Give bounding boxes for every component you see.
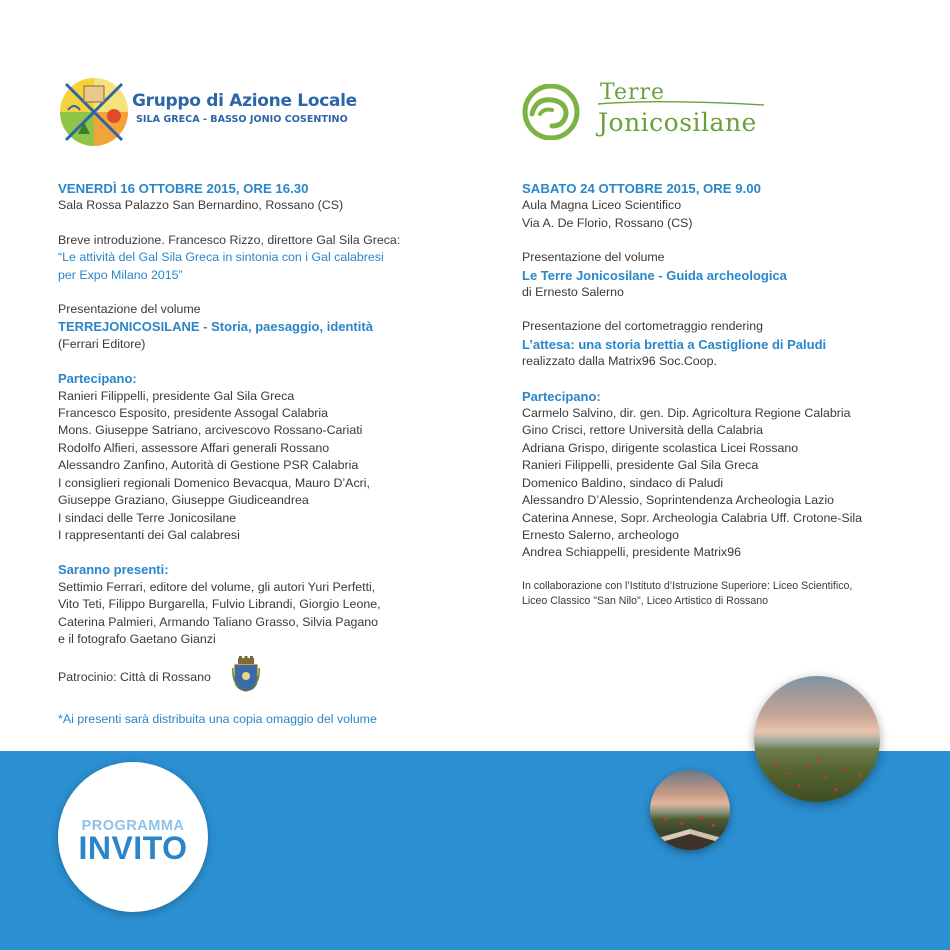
list-item: I sindaci delle Terre Jonicosilane xyxy=(58,510,237,525)
list-item: Gino Crisci, rettore Università della Calabria xyxy=(522,423,764,438)
patronage-text: Patrocinio: Città di Rossano xyxy=(58,670,211,685)
list-item: e il fotografo Gaetano Gianzi xyxy=(58,631,216,646)
left-book-title: TERREJONICOSILANE - Storia, paesaggio, identità xyxy=(58,319,373,335)
gal-sila-greca-logo xyxy=(58,72,357,152)
list-item: Mons. Giuseppe Satriano, arcivescovo Rossano-Cariati xyxy=(58,423,363,438)
programma-invito-badge xyxy=(58,762,208,912)
list-item: Ernesto Salerno, archeologo xyxy=(522,527,680,542)
hand-spiral-icon xyxy=(518,84,584,140)
right-event-date: SABATO 24 OTTOBRE 2015, ORE 9.00 xyxy=(522,181,761,196)
right-venue-2: Via A. De Florio, Rossano (CS) xyxy=(522,215,693,230)
left-program-column xyxy=(58,180,438,728)
list-item: Andrea Schiappelli, presidente Matrix96 xyxy=(522,545,742,560)
list-item: Caterina Annese, Sopr. Archeologia Calabria Uff. Crotone-Sila xyxy=(522,510,863,525)
left-participants-label: Partecipano: xyxy=(58,371,137,387)
terre-logo-line1: Terre xyxy=(600,80,666,105)
left-publisher: (Ferrari Editore) xyxy=(58,336,146,351)
right-film-title: L’attesa: una storia brettia a Castiglione di Paludi xyxy=(522,336,827,352)
list-item: I rappresentanti dei Gal calabresi xyxy=(58,527,240,542)
terre-jonicosilane-logo xyxy=(518,72,778,152)
list-item: Rodolfo Alfieri, assessore Affari generali Rossano xyxy=(58,440,330,455)
collaboration-line-2: Liceo Classico "San Nilo", Liceo Artistico di Rossano xyxy=(522,594,768,607)
list-item: Adriana Grispo, dirigente scolastica Licei Rossano xyxy=(522,440,799,455)
list-item: Ranieri Filippelli, presidente Gal Sila Greca xyxy=(58,388,295,403)
list-item: Alessandro D’Alessio, Soprintendenza Archeologia Lazio xyxy=(522,493,835,508)
right-presentation-label: Presentazione del volume xyxy=(522,250,665,265)
list-item: I consiglieri regionali Domenico Bevacqua, Mauro D’Acri, xyxy=(58,475,370,490)
list-item: Alessandro Zanfino, Autorità di Gestione PSR Calabria xyxy=(58,458,359,473)
list-item: Francesco Esposito, presidente Assogal Calabria xyxy=(58,406,328,421)
left-footnote: *Ai presenti sarà distribuita una copia omaggio del volume xyxy=(58,711,377,726)
left-intro-quote-2: per Expo Milano 2015” xyxy=(58,267,183,282)
right-book-title: Le Terre Jonicosilane - Guida archeologica xyxy=(522,267,787,283)
right-book-author: di Ernesto Salerno xyxy=(522,285,624,300)
right-film-credit: realizzato dalla Matrix96 Soc.Coop. xyxy=(522,354,717,369)
right-program-column xyxy=(522,180,922,609)
gal-logo-subtitle: SILA GRECA - BASSO JONIO COSENTINO xyxy=(136,114,348,125)
badge-invito-text: INVITO xyxy=(78,830,188,866)
collaboration-line-1: In collaborazione con l’Istituto d’Istruzione Superiore: Liceo Scientifico, xyxy=(522,579,853,592)
list-item: Vito Teti, Filippo Burgarella, Fulvio Librandi, Giorgio Leone, xyxy=(58,597,381,612)
right-venue-1: Aula Magna Liceo Scientifico xyxy=(522,198,682,213)
gal-logo-title: Gruppo di Azione Locale xyxy=(132,91,357,111)
book-field-photo-small xyxy=(650,770,730,850)
poppy-field-photo-large xyxy=(754,676,880,802)
list-item: Domenico Baldino, sindaco di Paludi xyxy=(522,475,724,490)
gal-emblem-icon xyxy=(58,76,130,148)
left-intro: Breve introduzione. Francesco Rizzo, direttore Gal Sila Greca: xyxy=(58,232,401,247)
badge-programma-text: PROGRAMMA xyxy=(81,818,185,834)
left-venue: Sala Rossa Palazzo San Bernardino, Rossano (CS) xyxy=(58,198,344,213)
terre-logo-line2: Jonicosilane xyxy=(598,108,757,137)
left-present-label: Saranno presenti: xyxy=(58,562,169,578)
right-participants-label: Partecipano: xyxy=(522,388,601,404)
list-item: Carmelo Salvino, dir. gen. Dip. Agricoltura Regione Calabria xyxy=(522,406,851,421)
rossano-crest-icon xyxy=(232,656,260,692)
left-intro-quote-1: “Le attività del Gal Sila Greca in sintonia con i Gal calabresi xyxy=(58,250,384,265)
left-event-date: VENERDÌ 16 OTTOBRE 2015, ORE 16.30 xyxy=(58,181,309,196)
list-item: Settimio Ferrari, editore del volume, gli autori Yuri Perfetti, xyxy=(58,579,376,594)
list-item: Giuseppe Graziano, Giuseppe Giudiceandrea xyxy=(58,493,309,508)
list-item: Caterina Palmieri, Armando Taliano Grasso, Silvia Pagano xyxy=(58,614,379,629)
right-film-label: Presentazione del cortometraggio rendering xyxy=(522,319,764,334)
list-item: Ranieri Filippelli, presidente Gal Sila Greca xyxy=(522,458,759,473)
left-presentation-label: Presentazione del volume xyxy=(58,302,201,317)
open-book-icon xyxy=(650,770,730,850)
